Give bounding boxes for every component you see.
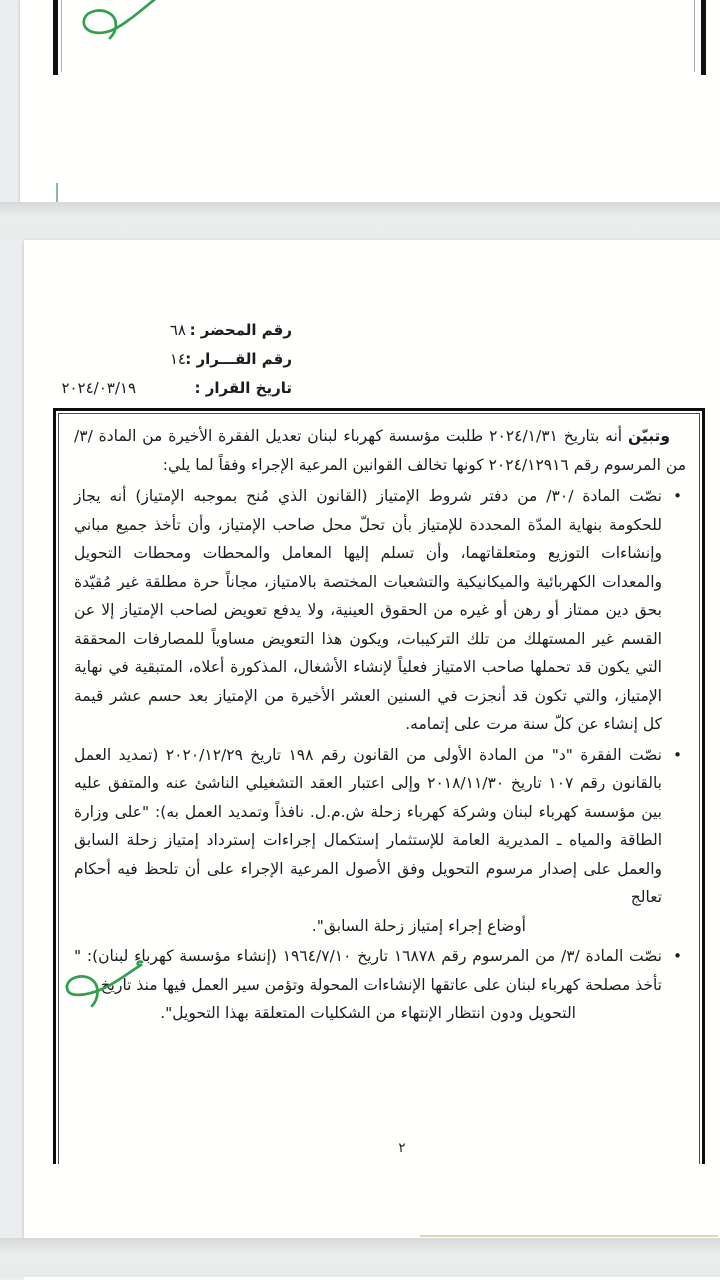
list-item <box>74 482 686 739</box>
clause-text: نصّت المادة /٣٠/ من دفتر شروط الإمتياز (القانون الذي مُنح بموجبه الإمتياز) أنه يجاز للحكومة بنهاية المدّة المحددة للإمتياز بأن تحلّ محل صاحب الإمتياز، وأن تأخذ جميع مباني وإنشاءات التوزيع ومتعلقاتهما، وأن تسلم إليها المعامل والمحطات ومحطات التحويل والمعدات الكهربائية والميكانيكية والتشعبات المختصة بالامتياز، مجاناً حرة مطلقة غير مُقيّدة بحق دين ممتاز أو رهن أو غيره من الحقوق العينية، ولا يدفع تعويض لصاحب الإمتياز إلا عن القسم غير المستهلك من تلك التركيبات، ويكون هذا التعويض مساوياً للمصارفات المحققة التي يكون قد تحملها صاحب الامتياز فعلياً لإنشاء الأشغال، المذكورة أعلاه، المتبقية في نهاية الإمتياز، والتي تكون قد أنجزت في السنين العشر الأخيرة من الإمتياز بعد حسم عشر قيمة كل إنشاء عن كلّ سنة مرت على إتمامه. <box>74 487 662 733</box>
minutes-number-label: رقم المحضر : <box>189 321 292 339</box>
bullet-dot-icon: • <box>673 745 682 764</box>
minutes-number-value: ٦٨ <box>169 321 186 339</box>
intro-text: أنه بتاريخ ٢٠٢٤/١/٣١ طلبت مؤسسة كهرباء لبنان تعديل الفقرة الأخيرة من المادة /٣/ من المرسوم رقم ٢٠٢٤/١٢٩١٦ كونها تخالف القوانين المرعية الإجراء وفقاً لما يلي: <box>74 427 686 474</box>
decision-date-label: تاريخ القرار : <box>194 379 292 397</box>
header-row-decision-date <box>24 374 720 403</box>
decision-number-label: رقم القـــرار : <box>185 350 292 368</box>
bullet-dot-icon: • <box>673 487 682 505</box>
clause-text: نصّت الفقرة "د" من المادة الأولى من القانون رقم ١٩٨ تاريخ ٢٠٢٠/١٢/٢٩ (تمديد العمل بالقانون رقم ١٠٧ تاريخ ٢٠١٨/١١/٣٠ وإلى اعتبار العقد التشغيلي الناشئ عنه والمتفق عليه بين مؤسسة كهرباء لبنان وشركة كهرباء زحلة ش.م.ل. نافذاً وتمديد العمل به): "على وزارة الطاقة والمياه ـ المديرية العامة للإستثمار إستكمال إجراءات إسترداد إمتياز زحلة السابق والعمل على إصدار مرسوم التحويل وفق الأصول المرعية الإجراء على أن تلحظ فيه أحكام تعالج <box>74 745 662 906</box>
frame-rule-left <box>53 0 58 75</box>
decision-header <box>24 316 720 403</box>
frame-rule-right-inner <box>694 0 695 72</box>
list-item <box>74 741 686 941</box>
clause-list <box>74 482 686 1028</box>
decision-text-frame <box>53 408 705 1164</box>
intro-lead-word: وتبيّن <box>627 427 670 445</box>
intro-paragraph <box>74 422 686 479</box>
scan-artifact-smudge <box>420 1235 718 1237</box>
clause-quote-end: التحويل ودون انتظار الإنتهاء من الشكليات المتعلقة بهذا التحويل". <box>160 1004 576 1022</box>
page-gap <box>0 1238 720 1277</box>
frame-rule-left-inner <box>61 0 62 72</box>
scan-artifact-tick <box>56 183 58 202</box>
page-gap <box>0 202 720 240</box>
list-item <box>74 942 686 1028</box>
previous-page-fragment <box>20 0 720 202</box>
decision-number-value: ١٤ <box>169 350 186 368</box>
page-number: ٢ <box>398 1140 406 1156</box>
decision-text-area <box>58 413 700 1164</box>
document-page <box>24 240 720 1238</box>
clause-quote-end: أوضاع إجراء إمتياز زحلة السابق". <box>311 916 526 935</box>
bullet-dot-icon: • <box>673 947 682 965</box>
decision-date-value: ٢٠٢٤/٠٣/١٩ <box>61 379 136 397</box>
frame-rule-right <box>701 0 706 75</box>
header-row-minutes-number <box>24 316 720 345</box>
green-pen-squiggle-top-icon <box>62 0 162 42</box>
header-row-decision-number <box>24 345 720 374</box>
clause-text: نصّت المادة /٣/ من المرسوم رقم ١٦٨٧٨ تاريخ ١٩٦٤/٧/١٠ (إنشاء مؤسسة كهرباء لبنان): " تأخذ مصلحة كهرباء لبنان على عاتقها الإنشاءات المحولة وتؤمن سير العمل فيها منذ تاريخ <box>74 947 662 994</box>
